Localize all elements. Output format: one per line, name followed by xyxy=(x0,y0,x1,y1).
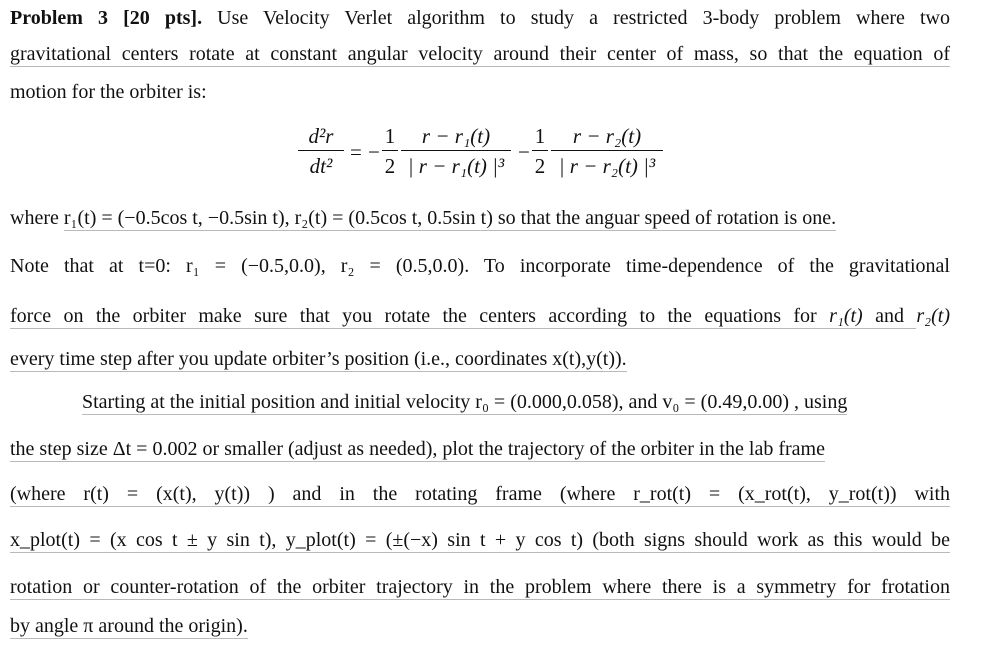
starting-text: Starting at the initial position and initial velocity xyxy=(82,391,476,413)
step-size-suffix: or smaller (adjust as needed), plot the trajectory of the orbiter in the lab frame xyxy=(197,438,825,460)
initial-conditions-line xyxy=(82,388,950,416)
problem-intro-line-1 xyxy=(10,4,950,32)
centers-definition: r₁(t) = (−0.5cos t, −0.5sin t), r₂(t) = (0.5cos t, 0.5sin t) xyxy=(63,207,493,229)
force-r1: r₁(t) xyxy=(829,305,863,327)
step-size-line xyxy=(10,435,950,463)
lhs-denominator: dt² xyxy=(309,154,333,178)
coef-fraction-2 xyxy=(532,122,548,181)
note-line xyxy=(10,252,950,280)
coef-num-2: 1 xyxy=(534,124,546,148)
force-and: and xyxy=(862,305,917,327)
problem-heading: Problem 3 [20 pts]. xyxy=(10,7,203,29)
coef-den-1: 2 xyxy=(384,154,396,178)
intro-text-2: gravitational centers rotate at constant angular velocity around their center of mass, so that the equation of xyxy=(10,43,950,65)
using-word: , using xyxy=(788,391,848,413)
step-size-value: Δt = 0.002 xyxy=(112,438,198,460)
rotating-frame-text: (where r(t) = (x(t), y(t)) ) and in the rotating frame (where r_rot(t) = (x_rot(t), y_rot(t)) with xyxy=(10,483,950,505)
and-word: and xyxy=(623,391,663,413)
force-line xyxy=(10,302,950,330)
symmetry-angle-text: by angle π around the origin). xyxy=(10,615,248,637)
note-text: Note that at t=0: r₁ = (−0.5,0.0), r₂ = (0.5,0.0). To incorporate time-dependence of the gravitational xyxy=(10,255,950,277)
center-positions-line xyxy=(10,204,950,232)
intro-text-3: motion for the orbiter is: xyxy=(10,81,207,103)
lhs-numerator: d²r xyxy=(308,124,334,148)
term2-denominator: | r − r₂(t) |³ xyxy=(558,154,656,178)
step-size-prefix: the step size xyxy=(10,438,113,460)
term1-numerator: r − r₁(t) xyxy=(421,124,491,148)
term1-fraction xyxy=(401,122,511,181)
where-word: where xyxy=(10,207,64,229)
coef-num-1: 1 xyxy=(384,124,396,148)
coef-fraction-1 xyxy=(382,122,398,181)
rotation-text: rotation or counter-rotation of the orbiter trajectory in the problem where there is a symmetry for frotation xyxy=(10,576,950,598)
symmetry-angle-line xyxy=(10,612,950,640)
every-step-line xyxy=(10,345,950,373)
force-text: force on the orbiter make sure that you rotate the centers according to the equations for xyxy=(10,305,830,327)
coef-den-2: 2 xyxy=(534,154,546,178)
angular-speed-text: so that the anguar speed of rotation is one. xyxy=(492,207,837,229)
force-r2: r₂(t) xyxy=(916,305,950,327)
rotation-line xyxy=(10,573,950,601)
term2-fraction xyxy=(551,122,663,181)
problem-intro-line-2 xyxy=(10,40,950,68)
plot-coordinates-line xyxy=(10,526,950,554)
minus-sign-1: − xyxy=(368,140,380,164)
minus-sign-2: − xyxy=(518,140,530,164)
intro-text-1: Use Velocity Verlet algorithm to study a restricted 3-body problem where two xyxy=(202,7,950,29)
term2-numerator: r − r₂(t) xyxy=(572,124,642,148)
initial-velocity: v₀ = (0.49,0.00) xyxy=(662,391,789,413)
rotating-frame-line xyxy=(10,480,950,508)
lhs-fraction xyxy=(298,122,344,181)
plot-coordinates-text: x_plot(t) = (x cos t ± y sin t), y_plot(t) = (±(−x) sin t + y cos t) (both signs should work as this would be xyxy=(10,529,950,551)
term1-denominator: | r − r₁(t) |³ xyxy=(407,154,505,178)
initial-position: r₀ = (0.000,0.058), xyxy=(475,391,624,413)
equals-sign: = xyxy=(350,140,362,164)
problem-intro-line-3 xyxy=(10,78,950,106)
every-step-text: every time step after you update orbiter’s position (i.e., coordinates x(t),y(t)). xyxy=(10,348,627,370)
